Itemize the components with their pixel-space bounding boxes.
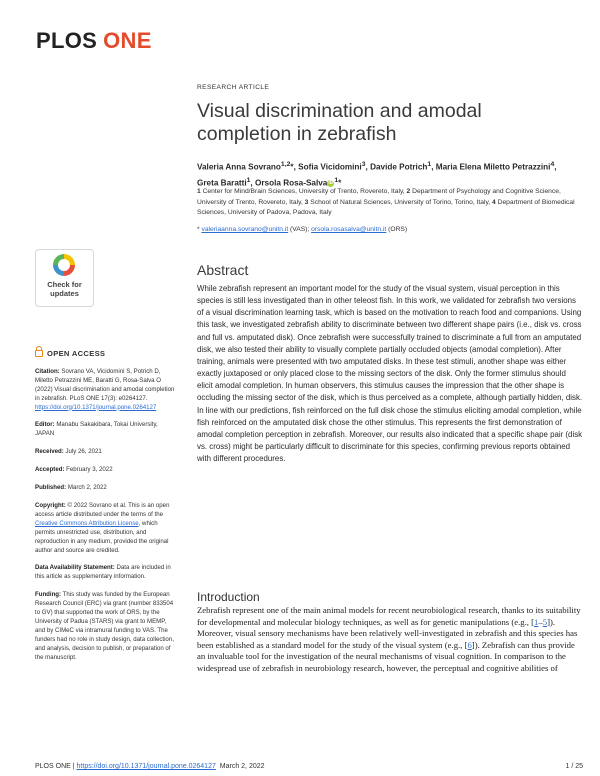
introduction-heading: Introduction	[197, 590, 260, 604]
footer-date: March 2, 2022	[219, 763, 265, 770]
email-link-vas[interactable]: valeriaanna.sovrano@unitn.it	[201, 226, 289, 233]
published-block	[35, 484, 175, 493]
affiliation-marker: 1	[334, 176, 339, 184]
received-date: July 26, 2021	[65, 448, 102, 456]
footer-doi-link[interactable]: https://doi.org/10.1371/journal.pone.0264127	[76, 763, 216, 770]
affiliation-text: Center for Mind/Brain Sciences, University of Trento, Rovereto, Italy,	[202, 188, 405, 195]
abstract-heading: Abstract	[197, 262, 249, 278]
abstract-text: While zebrafish represent an important model for the study of the visual system, visual perception in this species is still less investigated than in other teleost fish. In this work, we validated for zebrafish two versions of a visual discrimination learning task, which is based on the motivation to reach food and companions. Using this task, we investigated zebrafish ability to discriminate between two different shape pairs (i.e., disk vs. cross and full vs. amputated disk). Once zebrafish were successfully trained to discriminate a full from an amputated disk, we also tested their ability to visually complete partially occluded objects (amodal completion). After training, animals were presented with two amputated disks. In these test stimuli, another shape was either exactly juxtaposed or only placed close to the missing sectors of the disk. Only the former stimulus should elicit amodal completion. In human observers, this stimulus causes the impression that the other shape is occluding the missing sector of the disk, which is thus perceived as a complete, although partially hidden, disk. In line with our predictions, fish reinforced on the full disk chose the stimulus eliciting amodal completion, while fish reinforced on the amputated disk chose the other stimulus. This represents the first demonstration of amodal completion perception in zebrafish. Moreover, our results also indicated that a specific shape pair (disk vs. cross) might be particularly difficult to discriminate for this species, confirming previous reports obtained with different procedures.	[197, 284, 583, 464]
author-name[interactable]: Greta Baratti	[197, 178, 247, 188]
author-name[interactable]: Valeria Anna Sovrano	[197, 162, 281, 172]
funding-text: This study was funded by the European Research Council (ERC) via grant (number 833504 to GV) that supported the work of ORS, by the University of Padua (STARS) via grant to MEMP, and by CIMeC via intramural funding to VAS. The funders had no role in study design, data collection, and analysis, decision to publish, or preparation of the manuscript.	[35, 591, 174, 661]
article-title: Visual discrimination and amodal completion in zebrafish	[197, 100, 482, 145]
journal-logo[interactable]	[36, 28, 152, 54]
affiliation-marker: 1,2	[280, 161, 291, 168]
data-availability-label: Data Availability Statement:	[35, 564, 115, 572]
license-link[interactable]: Creative Commons Attribution License	[35, 519, 139, 527]
funding-label: Funding:	[35, 591, 62, 599]
affiliation-marker: 4	[550, 161, 555, 168]
affiliation-text: Department of Biomedical Sciences, University of Padova, Padova, Italy	[197, 198, 575, 217]
copyright-block	[35, 502, 175, 555]
editor-block	[35, 421, 175, 439]
corresponding-marker: *	[290, 162, 294, 172]
body-text: ]). Moreover, visual sensory mechanisms have been relatively well-investigated in zebrafish and this species has been established as a standard model for the study of the visual system (e.g., [	[197, 616, 578, 650]
author-name[interactable]: Sofia Vicidomini	[298, 162, 362, 172]
affiliation-number: 3	[304, 198, 309, 206]
published-label: Published:	[35, 484, 67, 492]
funding-block	[35, 591, 175, 662]
body-text: Zebrafish represent one of the main animal models for recent neurobiological research, thanks to its suitability for developmental and molecular biology techniques, as well as for genetic manipulations (e.g., [	[197, 605, 581, 627]
data-availability-text: Data are included in this article as supplementary information.	[35, 564, 171, 581]
citation-text: Sovrano VA, Vicidomini S, Potrich D, Miletto Petrazzini ME, Baratti G, Rosa-Salva O (2022) Visual discrimination and amodal completion in zebrafish. PLoS ONE 17(3): e0264127.	[35, 367, 175, 402]
footer-journal: PLOS ONE	[35, 763, 71, 770]
introduction-text	[197, 605, 583, 675]
reference-link[interactable]: 1	[534, 616, 539, 627]
article-info-sidebar	[35, 349, 175, 671]
email-link-ors[interactable]: orsola.rosasalva@unitn.it	[311, 226, 387, 233]
email-tag: (ORS)	[388, 226, 408, 233]
badge-line: Check for	[47, 280, 82, 289]
copyright-text: © 2022 Sovrano et al. This is an open access article distributed under the terms of the	[35, 501, 170, 518]
open-access-label[interactable]	[35, 349, 175, 359]
reference-link[interactable]: 6	[467, 639, 472, 650]
affiliation-text: School of Natural Sciences, University of Torino, Torino, Italy,	[310, 198, 491, 206]
accepted-label: Accepted:	[35, 466, 65, 474]
author-name[interactable]: Maria Elena Miletto Petrazzini	[435, 162, 551, 172]
data-availability-block	[35, 564, 175, 582]
author-list: Valeria Anna Sovrano$^{1,2}$*, Sofia Vicidomini$^3$, Davide Potrich$^1$, Maria Elena Miletto Petrazzini$^4$, Greta Baratti$^1$, Orsola Rosa-SalvaiD$^1$*	[197, 161, 557, 188]
open-lock-icon	[35, 350, 43, 357]
journal-name-plos: PLOS	[36, 28, 98, 53]
correspondence	[197, 226, 582, 233]
author-name[interactable]: Davide Potrich	[370, 162, 428, 172]
copyright-text: , which permits unrestricted use, distribution, and reproduction in any medium, provided the original author and source are credited.	[35, 519, 169, 554]
author-name[interactable]: Orsola Rosa-Salva	[254, 178, 328, 188]
copyright-label: Copyright:	[35, 501, 66, 509]
affiliation-number: 1	[197, 188, 201, 195]
open-access-text: OPEN ACCESS	[47, 349, 106, 358]
citation-doi-link[interactable]: https://doi.org/10.1371/journal.pone.0264127	[35, 403, 157, 411]
corresponding-marker: *	[197, 226, 200, 233]
affiliation-marker: 1	[246, 176, 251, 184]
received-block	[35, 448, 175, 457]
check-for-updates-badge[interactable]	[35, 249, 94, 307]
affiliation-number: 4	[492, 198, 496, 206]
page-number: 1 / 25	[565, 763, 583, 770]
badge-line: updates	[50, 289, 79, 298]
citation-block	[35, 368, 175, 413]
reference-link[interactable]: 5	[542, 616, 548, 627]
affiliation-text: Department of Psychology and Cognitive Science, University of Trento, Rovereto, Italy,	[197, 188, 561, 206]
body-text: ]). Zebrafish can thus provide an invaluable tool for the investigation of the neural mechanisms of visual cognition. In comparison to the widespread use of zebrafish in neurobiology research, however, the perceptual and cognitive abilities of	[197, 639, 575, 673]
affiliations	[197, 187, 582, 219]
citation-label: Citation:	[35, 367, 60, 375]
body-text: –	[538, 616, 543, 627]
article-type: RESEARCH ARTICLE	[197, 84, 270, 91]
affiliation-marker: 3	[361, 161, 366, 168]
published-date: March 2, 2022	[67, 484, 107, 492]
page-footer	[35, 763, 265, 770]
accepted-date: February 3, 2022	[66, 466, 113, 474]
affiliation-number: 2	[406, 188, 411, 195]
editor-text: Manabu Sakakibara, Tokai University, JAPAN	[35, 421, 158, 438]
footer-separator: |	[72, 763, 75, 770]
journal-name-one: ONE	[103, 28, 152, 53]
email-tag: (VAS);	[290, 226, 310, 233]
orcid-icon[interactable]: iD	[328, 179, 334, 186]
affiliation-marker: 1	[427, 161, 432, 168]
editor-label: Editor:	[35, 421, 55, 429]
check-for-updates-icon	[53, 254, 75, 276]
received-label: Received:	[35, 448, 64, 456]
corresponding-marker: *	[338, 178, 342, 188]
badge-label	[36, 280, 93, 298]
accepted-block	[35, 466, 175, 475]
